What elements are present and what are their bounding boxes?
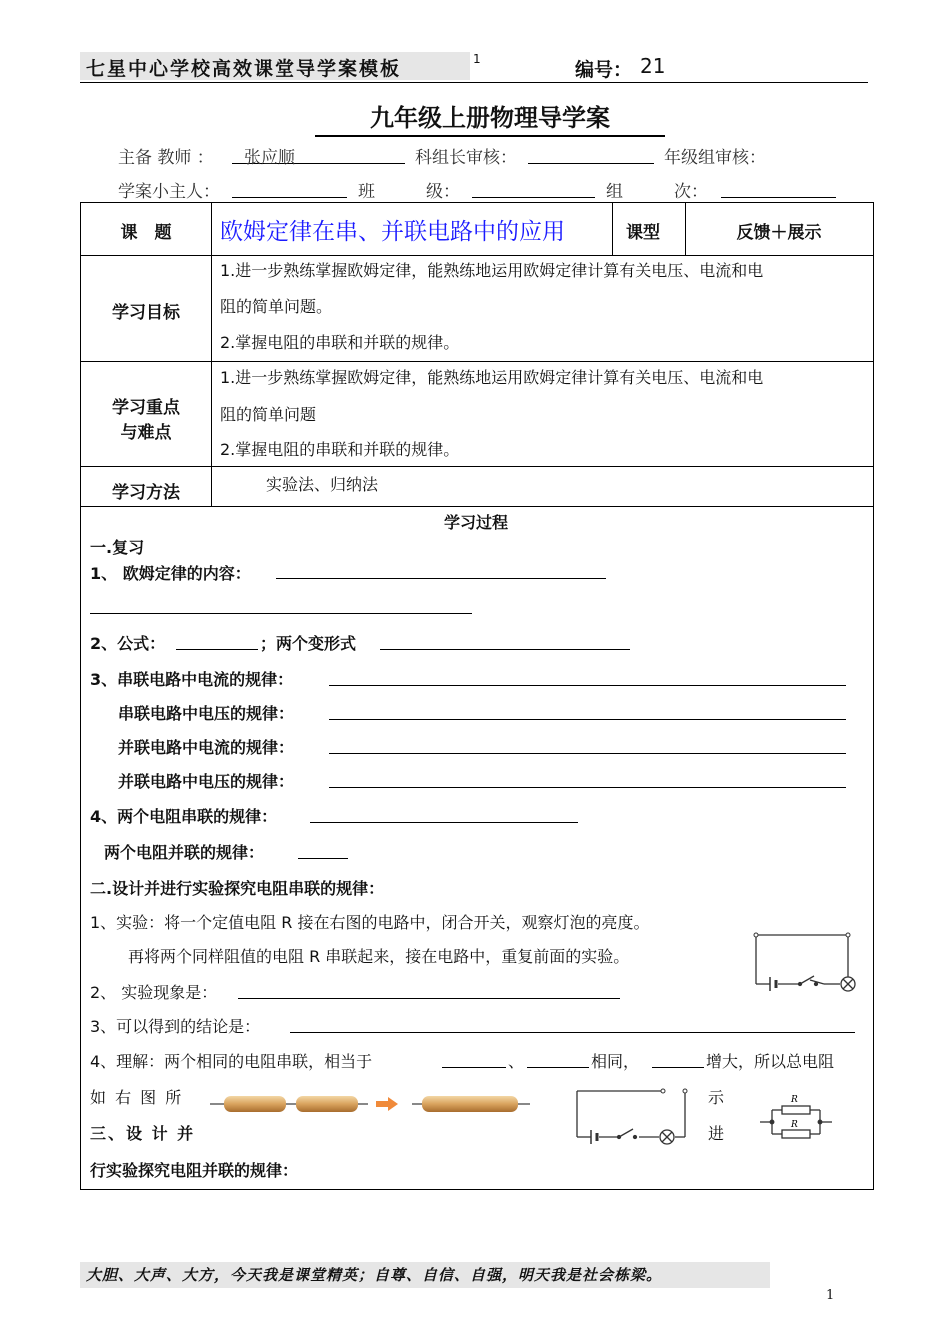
q3a-label: 3、串联电路中电流的规律：	[90, 670, 294, 689]
row-divider	[80, 361, 874, 362]
q1-answer-field[interactable]	[276, 560, 606, 579]
section-3-heading: 三、设 计 并	[90, 1124, 196, 1143]
q4a-label: 4、两个电阻串联的规律：	[90, 807, 278, 826]
q3d-field[interactable]	[329, 769, 846, 788]
resistor-equivalence-illustration	[208, 1090, 534, 1118]
arrow-right-icon	[376, 1097, 398, 1111]
row-divider	[80, 466, 874, 467]
q3c-label: 并联电路中电流的规律：	[118, 738, 295, 757]
student-field[interactable]	[232, 177, 347, 198]
formula-field[interactable]	[176, 631, 258, 650]
goal-line: 阻的简单问题。	[220, 297, 333, 316]
reviewer-label: 科组长审核：	[415, 148, 517, 168]
exp4-blank-2[interactable]	[527, 1049, 589, 1068]
exp4-blank-3[interactable]	[652, 1049, 704, 1068]
topic-label: 课 题	[120, 223, 172, 243]
page-number: 1	[826, 1288, 835, 1303]
variant-field[interactable]	[380, 631, 630, 650]
group-label: 组 次：	[606, 182, 708, 202]
circuit-diagram-series-2	[573, 1083, 697, 1147]
parallel-resistor-diagram	[758, 1090, 834, 1146]
review-heading: 一.复习	[90, 538, 145, 557]
student-label: 学案小主人：	[118, 182, 220, 202]
battery-icon	[770, 977, 776, 991]
header-superscript: 1	[473, 52, 481, 66]
q2-variant-label: ；两个变形式	[260, 634, 357, 653]
exp4-same: 相同，	[591, 1052, 640, 1071]
teacher-label: 主备 教师 ：	[118, 148, 214, 168]
lesson-type: 反馈＋展示	[736, 223, 822, 243]
resistor-label: R	[791, 1095, 798, 1105]
exp4-separator: 、	[508, 1052, 525, 1071]
teacher-name: 张应顺	[244, 148, 295, 168]
column-divider	[211, 202, 212, 506]
row-divider	[80, 255, 874, 256]
q1-label: 1、 欧姆定律的内容：	[90, 564, 251, 583]
document-number: 21	[640, 54, 666, 78]
q3c-field[interactable]	[329, 735, 846, 754]
method-label: 学习方法	[112, 483, 180, 503]
exp4-text: 4、理解：两个相同的电阻串联，相当于	[90, 1052, 373, 1071]
exp1b-text: 再将两个同样阻值的电阻 R 串联起来，接在电路中，重复前面的实验。	[128, 947, 630, 966]
school-name: 七星中心学校高效课堂导学案模板	[86, 58, 402, 80]
keypoints-label: 与难点	[120, 423, 172, 443]
section-2-heading: 二.设计并进行实验探究电阻串联的规律：	[90, 879, 385, 898]
exp2-field[interactable]	[238, 980, 620, 999]
battery-icon	[591, 1130, 597, 1144]
exp3-label: 3、可以得到的结论是：	[90, 1017, 261, 1036]
switch-icon	[618, 1129, 637, 1139]
lamp-icon	[660, 1130, 674, 1144]
terminal-icon	[846, 933, 850, 937]
footer-motto: 大胆、大声、大方，今天我是课堂精英；自尊、自信、自强，明天我是社会栋梁。	[86, 1266, 663, 1284]
keypoint-line: 阻的简单问题	[220, 405, 317, 424]
method-value: 实验法、归纳法	[266, 475, 379, 494]
lesson-table	[80, 202, 874, 1190]
exp4-figure-ref-end: 示	[708, 1088, 725, 1107]
exp3-field[interactable]	[290, 1014, 855, 1033]
reviewer-field[interactable]	[528, 143, 654, 164]
circuit-wires	[756, 935, 848, 984]
resistor-icon	[782, 1130, 810, 1138]
grade-reviewer-label: 年级组审核：	[664, 148, 766, 168]
goals-label: 学习目标	[112, 303, 180, 323]
teacher-field[interactable]	[232, 143, 405, 168]
lesson-topic: 欧姆定律在串、并联电路中的应用	[220, 219, 565, 245]
process-heading: 学习过程	[443, 513, 508, 532]
terminal-icon	[661, 1089, 665, 1093]
resistor-icon	[296, 1096, 358, 1112]
row-divider	[80, 506, 874, 507]
exp4-blank-1[interactable]	[442, 1049, 506, 1068]
section-3-heading-end: 进	[708, 1124, 725, 1143]
number-label: 编号：	[575, 59, 633, 81]
q3d-label: 并联电路中电压的规律：	[118, 772, 295, 791]
keypoint-line: 2.掌握电阻的串联和并联的规律。	[220, 440, 460, 459]
terminal-icon	[683, 1089, 687, 1093]
q3b-label: 串联电路中电压的规律：	[118, 704, 295, 723]
resistor-icon	[782, 1106, 810, 1114]
long-resistor-icon	[422, 1096, 518, 1112]
class-label: 班 级：	[358, 182, 460, 202]
goal-line: 2.掌握电阻的串联和并联的规律。	[220, 333, 460, 352]
header-divider	[80, 82, 868, 83]
exp2-label: 2、 实验现象是：	[90, 983, 218, 1002]
keypoint-line: 1.进一步熟练掌握欧姆定律，能熟练地运用欧姆定律计算有关电压、电流和电	[220, 368, 764, 387]
q4b-field[interactable]	[298, 840, 348, 859]
group-field[interactable]	[721, 177, 836, 198]
goal-line: 1.进一步熟练掌握欧姆定律，能熟练地运用欧姆定律计算有关电压、电流和电	[220, 261, 764, 280]
terminal-icon	[754, 933, 758, 937]
q1-answer-field-2[interactable]	[90, 595, 472, 614]
page-title: 九年级上册物理导学案	[315, 98, 665, 137]
resistor-icon	[224, 1096, 286, 1112]
q3b-field[interactable]	[329, 701, 846, 720]
q4b-label: 两个电阻并联的规律：	[104, 843, 265, 862]
resistor-label: R	[791, 1120, 798, 1130]
exp1-text: 1、实验：将一个定值电阻 R 接在右图的电路中，闭合开关，观察灯泡的亮度。	[90, 913, 650, 932]
exp4-increase: 增大，所以总电阻	[706, 1052, 835, 1071]
keypoints-label: 学习重点	[112, 398, 180, 418]
q4a-field[interactable]	[310, 804, 578, 823]
section-3-heading-cont: 行实验探究电阻并联的规律：	[90, 1161, 299, 1180]
circuit-diagram-series	[752, 926, 874, 994]
q3a-field[interactable]	[329, 667, 846, 686]
lesson-type-label: 课型	[626, 223, 660, 243]
class-field[interactable]	[472, 177, 595, 198]
q2-label: 2、公式：	[90, 634, 166, 653]
exp4-figure-ref: 如 右 图 所	[90, 1088, 184, 1107]
lamp-icon	[841, 977, 855, 991]
